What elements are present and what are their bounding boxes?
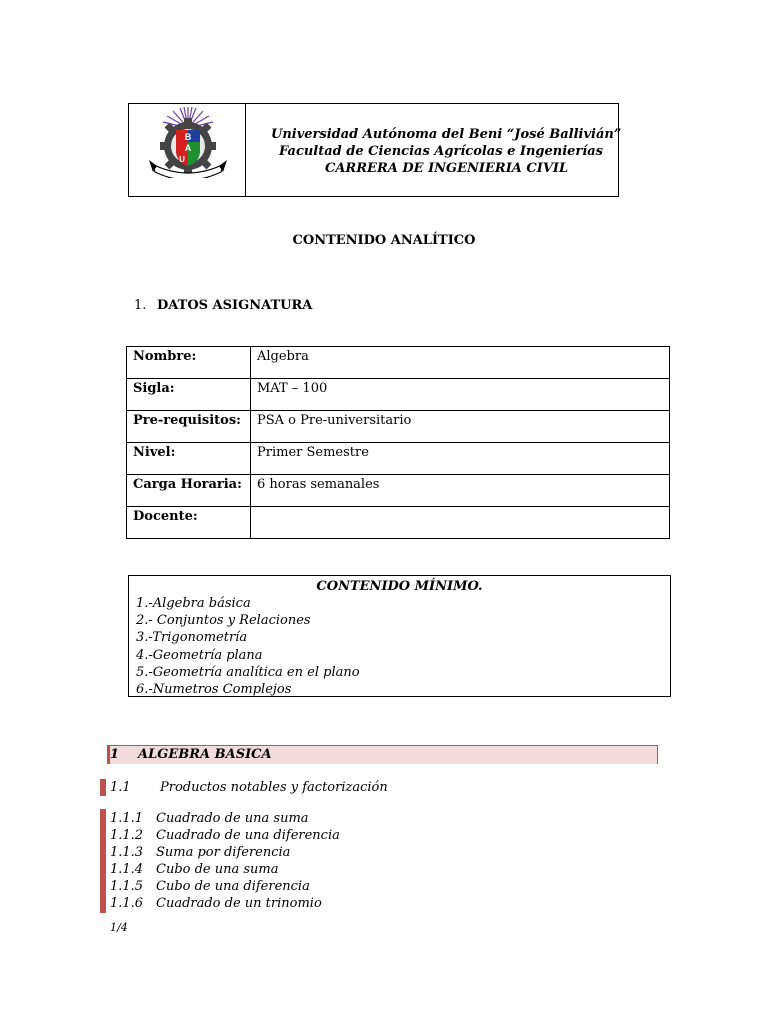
section-title: DATOS ASIGNATURA	[157, 298, 313, 313]
logo-letter-a: A	[184, 143, 192, 153]
table-row	[127, 507, 670, 539]
university-logo-icon	[147, 106, 229, 178]
page-number: 1/4	[110, 921, 128, 934]
row-value: 6 horas semanales	[251, 475, 670, 507]
subsection-title: Productos notables y factorización	[160, 780, 388, 795]
row-label: Nivel:	[127, 443, 251, 475]
row-label: Carga Horaria:	[127, 475, 251, 507]
header-box	[128, 103, 622, 197]
item-title: Cuadrado de una suma	[156, 811, 309, 826]
item-title: Cuadrado de una diferencia	[156, 828, 340, 843]
chapter-title: ALGEBRA BASICA	[138, 747, 272, 762]
item-number: 1.1.5	[110, 879, 144, 894]
row-value: MAT – 100	[251, 379, 670, 411]
row-label: Nombre:	[127, 347, 251, 379]
list-item	[110, 827, 340, 844]
subsubsection-marker	[100, 809, 106, 913]
item-number: 1.1.6	[110, 896, 144, 911]
subsection-marker	[100, 779, 106, 796]
table-row	[127, 411, 670, 443]
list-item	[110, 861, 340, 878]
contenido-minimo-box	[128, 575, 671, 697]
item-title: Cuadrado de un trinomio	[156, 896, 322, 911]
row-value: PSA o Pre-universitario	[251, 411, 670, 443]
list-item	[110, 895, 340, 912]
logo-letter-u: U	[179, 155, 185, 164]
row-label: Sigla:	[127, 379, 251, 411]
item-title: Cubo de una suma	[156, 862, 279, 877]
logo-letter-b: B	[184, 132, 192, 142]
item-number: 1.1.2	[110, 828, 144, 843]
university-name: Universidad Autónoma del Beni “José Ballivián”	[271, 127, 622, 142]
contenido-minimo-title: CONTENIDO MÍNIMO.	[316, 579, 483, 594]
list-item: 6.-Numetros Complejos	[136, 682, 292, 698]
item-number: 1.1.1	[110, 811, 144, 826]
table-row	[127, 475, 670, 507]
career-name: CARRERA DE INGENIERIA CIVIL	[325, 161, 569, 176]
list-item: 2.- Conjuntos y Relaciones	[136, 613, 311, 629]
list-item	[110, 844, 340, 861]
row-value	[251, 507, 670, 539]
item-title: Suma por diferencia	[156, 845, 291, 860]
item-title: Cubo de una diferencia	[156, 879, 310, 894]
list-item: 5.-Geometría analítica en el plano	[136, 664, 360, 680]
datos-asignatura-table	[126, 346, 670, 539]
item-number: 1.1.4	[110, 862, 144, 877]
list-item: 3.-Trigonometría	[136, 630, 248, 646]
faculty-name: Facultad de Ciencias Agrícolas e Ingenierías	[279, 144, 603, 159]
row-value: Primer Semestre	[251, 443, 670, 475]
row-value: Algebra	[251, 347, 670, 379]
row-label: Pre-requisitos:	[127, 411, 251, 443]
list-item: 4.-Geometría plana	[136, 647, 263, 663]
item-number: 1.1.3	[110, 845, 144, 860]
document-title: CONTENIDO ANALÍTICO	[292, 233, 476, 248]
list-item	[110, 878, 340, 895]
table-row	[127, 443, 670, 475]
contenido-minimo-list	[129, 595, 670, 698]
subsubsection-list	[110, 810, 340, 912]
header-divider	[245, 104, 246, 196]
row-label: Docente:	[127, 507, 251, 539]
section-number: 1.	[134, 298, 147, 313]
chapter-number: 1	[110, 747, 120, 762]
list-item: 1.-Algebra básica	[136, 596, 251, 611]
subsection-number: 1.1	[110, 780, 131, 795]
list-item	[110, 810, 340, 827]
table-row	[127, 347, 670, 379]
table-row	[127, 379, 670, 411]
